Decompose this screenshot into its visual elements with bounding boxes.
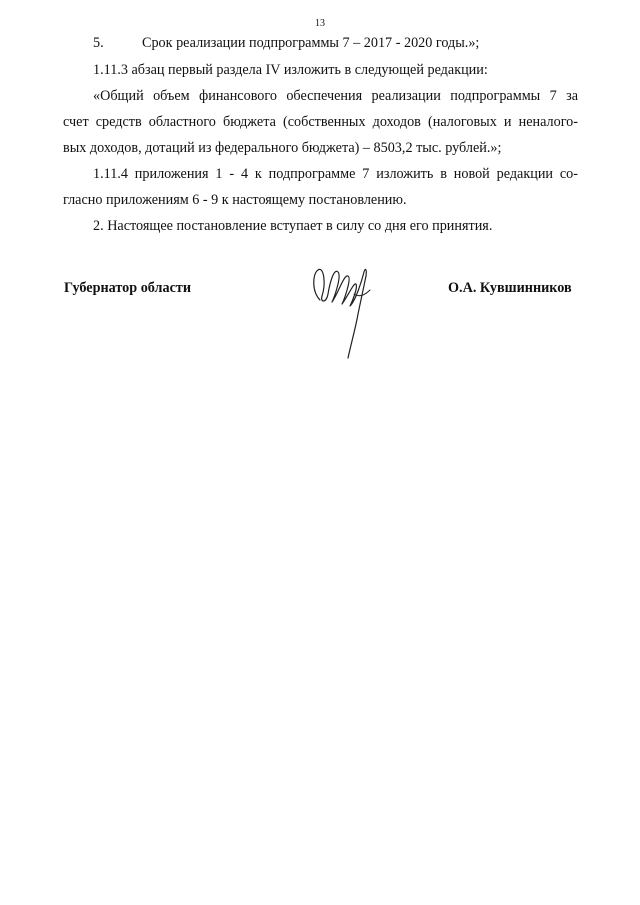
quote-line-3: вых доходов, дотаций из федерального бюджета) – 8503,2 тыс. рублей.»; (63, 140, 502, 156)
item-text: Срок реализации подпрограммы 7 – 2017 - 2020 годы.»; (142, 35, 480, 51)
signatory-name: О.А. Кувшинников (448, 280, 572, 296)
quote-line-2: счет средств областного бюджета (собственных доходов (налоговых и неналого- (63, 114, 578, 130)
position-title: Губернатор области (64, 280, 192, 296)
item-number: 5. (93, 35, 104, 51)
paragraph-1-11-4-line-2: гласно приложениям 6 - 9 к настоящему постановлению. (63, 192, 407, 208)
paragraph-1-11-4-line-1: 1.11.4 приложения 1 - 4 к подпрограмме 7 изложить в новой редакции со- (93, 166, 578, 182)
paragraph-1-11-3: 1.11.3 абзац первый раздела IV изложить в следующей редакции: (93, 62, 488, 78)
page-number: 13 (315, 18, 325, 29)
paragraph-2: 2. Настоящее постановление вступает в силу со дня его принятия. (93, 218, 493, 234)
quote-line-1: «Общий объем финансового обеспечения реализации подпрограммы 7 за (93, 88, 578, 104)
handwritten-signature-icon (304, 254, 384, 364)
